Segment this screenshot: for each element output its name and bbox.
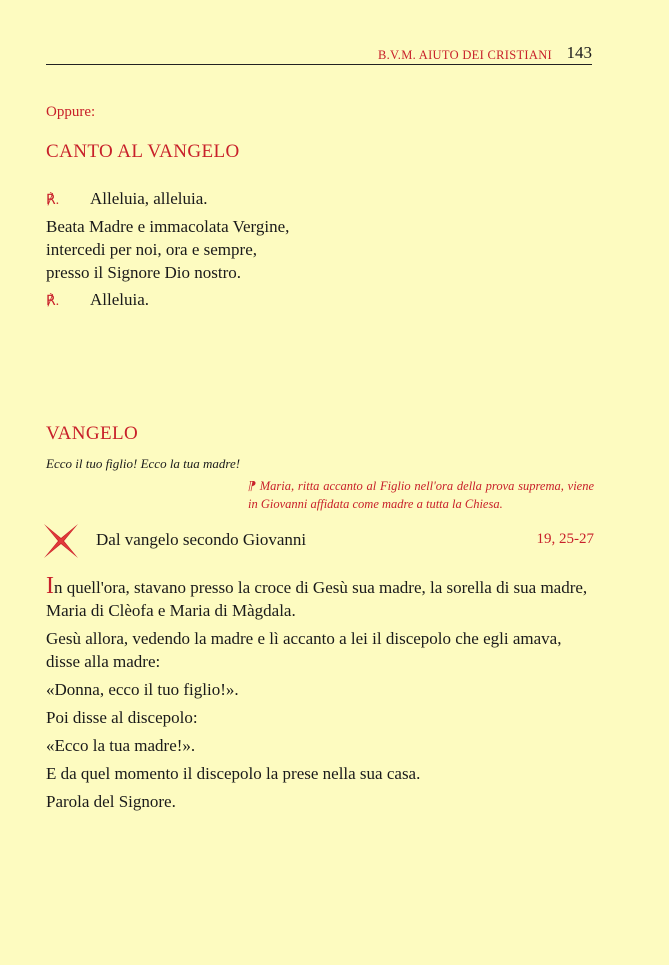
- gospel-reference: 19, 25-27: [536, 531, 594, 547]
- gospel-paragraph-1-text: n quell'ora, stavano presso la croce di Gesù sua madre, la sorella di sua madre, Maria di Clèofa e Maria di Màgdala.: [46, 578, 588, 620]
- gospel-paragraph-4: Poi disse al discepolo:: [46, 708, 198, 727]
- gospel-paragraph-6: E da quel momento il discepolo la prese nella sua casa.: [46, 764, 421, 783]
- verse-line-1: Beata Madre e immacolata Vergine,: [46, 217, 290, 236]
- gospel-paragraph-2: Gesù allora, vedendo la madre e lì accanto a lei il discepolo che egli amava, disse alla madre:: [46, 629, 562, 671]
- gospel-paragraph-5: «Ecco la tua madre!».: [46, 736, 196, 755]
- gospel-source: Dal vangelo secondo Giovanni: [96, 530, 307, 549]
- running-title: B.V.M. AIUTO DEI CRISTIANI: [377, 48, 552, 62]
- drop-cap-initial: I: [46, 573, 54, 599]
- response-symbol: ℟.: [46, 193, 60, 208]
- gospel-summary: [248, 477, 594, 513]
- header-rule: [46, 64, 592, 65]
- gospel-paragraph-1: [46, 573, 596, 622]
- page-number: 143: [566, 43, 592, 62]
- running-header: [46, 42, 592, 64]
- response-1: [46, 189, 208, 209]
- gospel-paragraph-3: «Donna, ecco il tuo figlio!».: [46, 680, 239, 699]
- canto-title: CANTO AL VANGELO: [46, 141, 240, 162]
- gospel-paragraph-7: Parola del Signore.: [46, 792, 176, 811]
- response-2-text: Alleluia.: [90, 290, 150, 309]
- response-2: [46, 290, 149, 310]
- oppure-label: Oppure:: [46, 104, 96, 120]
- gospel-motto: Ecco il tuo figlio! Ecco la tua madre!: [46, 456, 241, 471]
- verse-line-3: presso il Signore Dio nostro.: [46, 263, 242, 282]
- red-cross-icon: [44, 524, 78, 558]
- summary-text: Maria, ritta accanto al Figlio nell'ora della prova suprema, viene in Giovanni affidata come madre a tutta la Chiesa.: [248, 479, 595, 511]
- summary-symbol: ⁋: [248, 479, 256, 493]
- response-symbol: ℟.: [46, 294, 60, 309]
- response-1-text: Alleluia, alleluia.: [90, 189, 208, 208]
- verse-line-2: intercedi per noi, ora e sempre,: [46, 240, 257, 259]
- vangelo-title: VANGELO: [46, 423, 139, 444]
